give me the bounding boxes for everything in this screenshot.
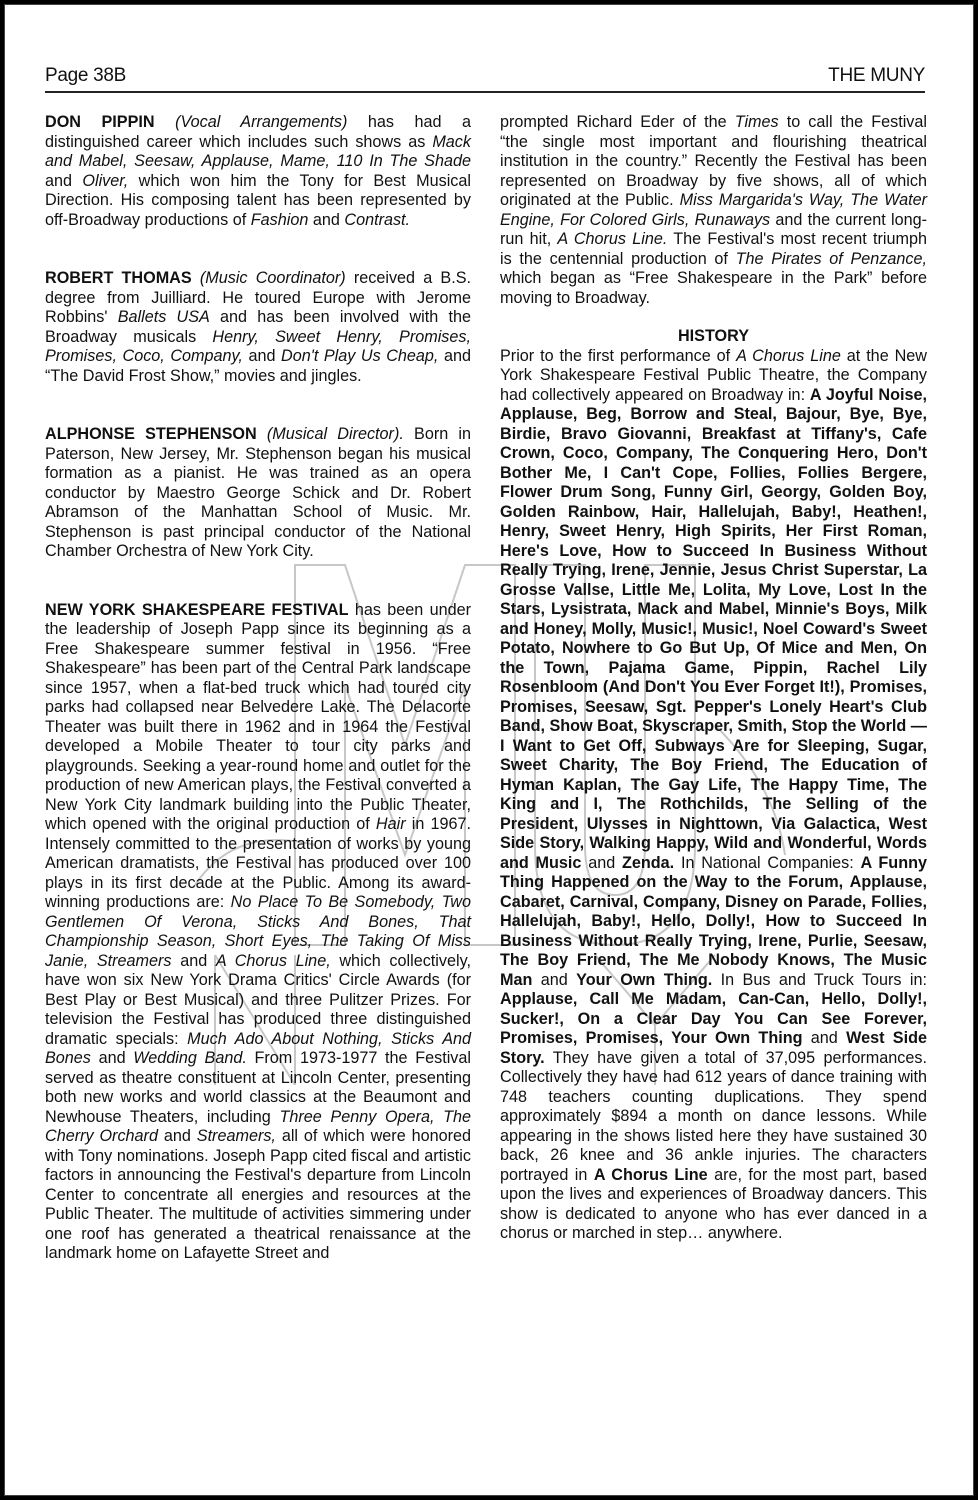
bio-robert-thomas bbox=[45, 269, 471, 386]
history-heading: HISTORY bbox=[677, 327, 750, 345]
italic-text: Streamers, bbox=[196, 1127, 276, 1145]
italic-text: (Vocal Arrangements) bbox=[175, 113, 348, 131]
italic-text: Wedding Band. bbox=[133, 1049, 247, 1067]
text-run: and the current long-run hit, bbox=[500, 210, 927, 248]
text-run: In National Companies: bbox=[674, 853, 861, 872]
left-column bbox=[45, 113, 471, 1264]
italic-text: No Place To Be Somebody, Two Gentlemen Of Verona, Sticks And Bones, That Championship Season, Short Eyes, The Taking Of Miss Janie, Streamers bbox=[45, 893, 471, 970]
italic-text: Mack and Mabel, Seesaw, Applause, Mame, 110 In The Shade bbox=[45, 132, 471, 170]
document-page bbox=[4, 4, 974, 1496]
italic-text: A Chorus Line. bbox=[557, 230, 668, 248]
italic-text: Miss Margarida's Way, The Water Engine, For Colored Girls, Runaways bbox=[500, 191, 927, 229]
text-run: in 1967. Intensely committed to the presentation of works by young American dramatists, the Festival has produced over 100 plays in its first decade at the Public. Among its award-winning productions are: bbox=[45, 815, 471, 911]
bold-text: Applause, Call Me Madam, Can-Can, Hello, Dolly!, Sucker!, On a Clear Day You Can See Forever, Promises, Promises, Your Own Thing bbox=[500, 990, 927, 1047]
italic-text: Three Penny Opera, The Cherry Orchard bbox=[45, 1107, 471, 1145]
bold-text: A Funny Thing Happened on the Way to the Forum, Applause, Cabaret, Carnival, Company, Disney on Parade, Follies, Hallelujah, Baby!, Hello, Dolly!, How to Succeed In Business Without Really Trying, Irene, Purlie, Seesaw, The Boy Friend, The Me Nobody Knows, The Music Man bbox=[500, 853, 927, 989]
bio-new-york-shakespeare-festival bbox=[45, 601, 471, 1264]
italic-text: Henry, Sweet Henry, Promises, Promises, Coco, Company, bbox=[45, 327, 471, 365]
festival-continuation bbox=[500, 113, 927, 308]
text-run: Born in Paterson, New Jersey, Mr. Stephenson began his musical formation as a pianist. He was trained as an opera conductor by Maestro George Schick and Dr. Robert Abramson of the Manhattan School of Music. Mr. Stephenson is past principal conductor of the National Chamber Orchestra of New York City. bbox=[45, 425, 471, 560]
text-run: received a B.S. degree from Juilliard. He toured Europe with Jerome Robbins' bbox=[45, 269, 472, 326]
bold-text: ROBERT THOMAS bbox=[45, 269, 200, 287]
text-run: The Festival's most recent triumph is the centennial production of bbox=[500, 230, 927, 268]
italic-text: The Pirates of Penzance, bbox=[735, 249, 928, 268]
italic-text: (Music Coordinator) bbox=[199, 269, 346, 287]
bold-text: Your Own Thing. bbox=[576, 970, 713, 989]
italic-text: A Chorus Line bbox=[736, 346, 841, 365]
text-run: In Bus and Truck Tours in: bbox=[712, 970, 927, 989]
page-number: Page 38B bbox=[45, 65, 127, 86]
italic-text: Don't Play Us Cheap, bbox=[281, 347, 439, 365]
italic-text: Times bbox=[734, 113, 779, 131]
text-run: and has been involved with the Broadway musicals bbox=[45, 308, 471, 346]
text-run: From 1973-1977 the Festival served as theatre constituent at Lincoln Center, presenting both new works and world classics at the Beaumont and Newhouse Theaters, including bbox=[45, 1049, 471, 1126]
text-run: prompted Richard Eder of the bbox=[500, 113, 735, 131]
text-run: has been under the leadership of Joseph Papp since its beginning as a Free Shakespeare summer festival in 1956. “Free Shakespeare” has been part of the Central Park landscape since 1957, when a flat-bed truck which had toured city parks had collapsed near Belvedere Lake. The Delacorte Theater was built there in 1962 and in 1964 the Festival developed a Mobile Theater to tour city parks and playgrounds. Seeking a year-round home and outlet for the production of new American plays, the Festival converted a New York City landmark building into the Public Theater, which opened with the original production of bbox=[45, 600, 471, 833]
bold-text: A Joyful Noise, Applause, Beg, Borrow and Steal, Bajour, Bye, Bye, Birdie, Bravo Giovanni, Breakfast at Tiffany's, Cafe Crown, Coco, Company, The Conquering Hero, Don't Bother Me, I Can't Cope, Follies, Follies Bergere, Flower Drum Song, Funny Girl, Georgy, Golden Boy, Golden Rainbow, Hair, Hallelujah, Baby!, Heathen!, Henry, Sweet Henry, High Spirits, Her First Roman, Here's Love, How to Succeed In Business Without Really Trying, Irene, Jennie, Jesus Christ Superstar, La Grosse Vallse, Little Me, Lolita, My Love, Lost In the Stars, Lysistrata, Mack and Mabel, Minnie's Boys, Milk and Honey, Molly, Music!, Music!, Noel Coward's Sweet Potato, Nowhere to Go But Up, Of Mice and Men, On the Town, Pajama Game, Pippin, Rachel Lily Rosenbloom (And Don't You Ever Forget It!), Promises, Promises, Seesaw, Sgt. Pepper's Lonely Heart's Club Band, Show Boat, Skyscraper, Smith, Stop the World —I Want to Get Off, Subways Are for Sleeping, Sugar, Sweet Charity, The Boy Friend, The Education of Hyman Kaplan, The Gay Life, The Happy Time, The King and I, The Rothchilds, The Selling of the President, Ulysses in Nighttown, Via Galactica, West Side Story, Walking Happy, Wild and Wonderful, Words and Music bbox=[500, 385, 927, 872]
text-run: all of which were honored with Tony nominations. Joseph Papp cited fiscal and artistic factors in announcing the Festival's departure from Lincoln Center to concentrate all energies and resources at the Public Theater. The multitude of activities simmering under one roof has generated a theatrical renaissance at the landmark home on Lafayette Street and bbox=[45, 1127, 472, 1262]
bio-alphonse-stephenson bbox=[45, 425, 471, 562]
text-run: and bbox=[581, 853, 622, 872]
publication-title: THE MUNY bbox=[828, 65, 925, 86]
text-run: and bbox=[308, 210, 345, 229]
right-column bbox=[500, 113, 927, 1244]
bold-text: NEW YORK SHAKESPEARE FESTIVAL bbox=[45, 600, 349, 619]
bold-text: Zenda. bbox=[622, 853, 675, 872]
italic-text: Contrast. bbox=[344, 210, 411, 229]
text-run: and bbox=[802, 1029, 847, 1047]
text-run: and bbox=[532, 970, 577, 989]
bold-text: DON PIPPIN bbox=[45, 113, 176, 131]
text-run: They have given a total of 37,095 performances. Collectively they have had 612 years of dance training with 748 teachers counting duplications. They spend approximately $894 a month on dance lessons. While appearing in the shows listed here they have sustained 30 back, 26 knee and 36 ankle injuries. The characters portrayed in bbox=[500, 1048, 927, 1184]
bold-text: A Chorus Line bbox=[593, 1165, 708, 1184]
text-run: to call the Festival “the single most important and flourishing theatrical institution in the country.” Recently the Festival has been represented on Broadway by five shows, all of which originated at the Public. bbox=[500, 113, 927, 209]
text-run: at the New York Shakespeare Festival Public Theatre, the Company had collectively appeared on Broadway in: bbox=[500, 346, 927, 404]
text-run: and bbox=[90, 1049, 134, 1067]
text-run: and bbox=[242, 347, 282, 365]
text-run: which won him the Tony for Best Musical Direction. His composing talent has been represented by off-Broadway productions of bbox=[45, 171, 471, 229]
text-run: and bbox=[171, 951, 216, 970]
text-run: and bbox=[45, 171, 83, 190]
text-run: Prior to the first performance of bbox=[500, 346, 737, 365]
text-run: has had a distinguished career which includes such shows as bbox=[45, 113, 471, 151]
italic-text: A Chorus Line, bbox=[215, 951, 331, 970]
italic-text: Much Ado About Nothing, Sticks And Bones bbox=[45, 1029, 472, 1067]
italic-text: (Musical Director). bbox=[266, 425, 404, 443]
text-run: and “The David Frost Show,” movies and jingles. bbox=[45, 347, 471, 385]
bold-text: West Side Story. bbox=[500, 1029, 927, 1067]
history-text bbox=[500, 347, 927, 1244]
italic-text: Oliver, bbox=[82, 171, 129, 190]
bold-text: ALPHONSE STEPHENSON bbox=[45, 425, 267, 443]
text-run: which collectively, have won six New York Drama Critics' Circle Awards (for Best Play or Best Musical) and three Pulitzer Prizes. For television the Festival has produced three distinguished dramatic specials: bbox=[45, 951, 471, 1048]
italic-text: Ballets USA bbox=[117, 308, 210, 326]
text-run: which began as “Free Shakespeare in the Park” before moving to Broadway. bbox=[500, 269, 927, 307]
page-header bbox=[45, 63, 925, 93]
italic-text: Fashion bbox=[250, 210, 309, 229]
bio-don-pippin bbox=[45, 113, 471, 230]
text-run: and bbox=[157, 1127, 197, 1145]
text-run: are, for the most part, based upon the lives and experiences of Broadway dancers. This show is dedicated to anyone who has ever danced in a chorus or marched in step… anywhere. bbox=[500, 1165, 927, 1242]
italic-text: Hair bbox=[375, 815, 406, 833]
